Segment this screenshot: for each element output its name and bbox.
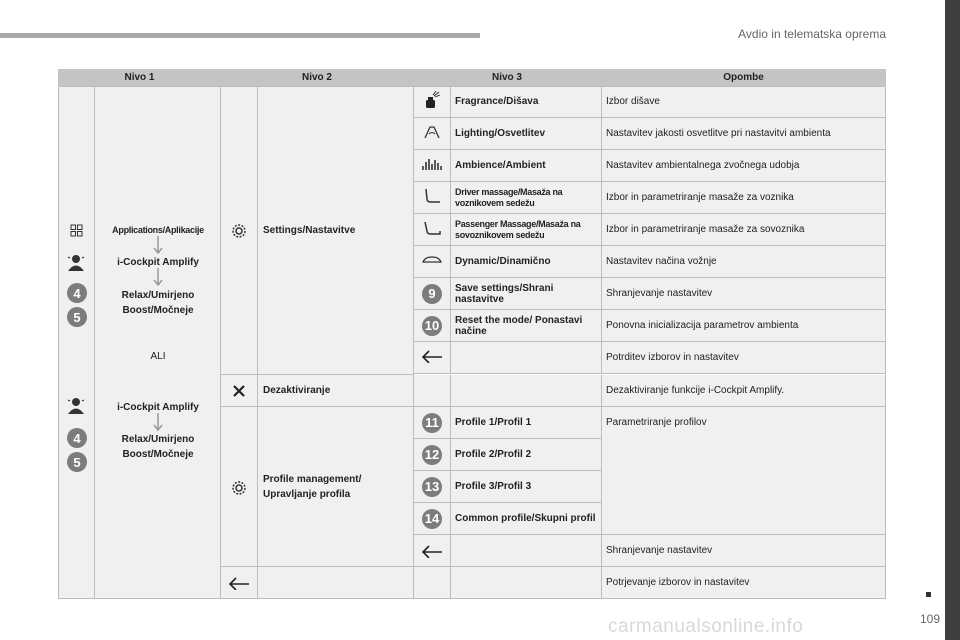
side-bar	[945, 0, 960, 640]
header-bar	[0, 33, 480, 38]
empty-cell	[451, 535, 602, 567]
save-confirm-icon-cell	[414, 535, 451, 567]
empty-cell	[414, 567, 451, 599]
applications-icon	[70, 224, 83, 237]
confirm-icon-cell	[414, 342, 451, 374]
profile-badge-cell	[414, 471, 451, 503]
level3-label: Ambience/Ambient	[451, 150, 602, 182]
close-icon	[233, 385, 245, 397]
icockpit-label: i-Cockpit Amplify	[117, 257, 199, 268]
profile-badge-cell	[414, 407, 451, 439]
deactivate-note: Dezaktiviranje funkcije i-Cockpit Amplify.	[602, 375, 886, 407]
lighting-icon-cell	[414, 118, 451, 150]
column-header-level3: Nivo 3	[413, 69, 602, 86]
boost-label: Boost/Močneje	[122, 305, 194, 316]
column-header-level2: Nivo 2	[221, 69, 414, 86]
or-label: ALI	[150, 351, 166, 362]
confirm-note: Potrjevanje izborov in nastavitev	[602, 567, 886, 599]
back-arrow-icon	[228, 576, 250, 590]
level3-label: Passenger Massage/Masaža na sovoznikovem sedežu	[451, 214, 602, 246]
relax-label: Relax/Umirjeno	[121, 290, 195, 301]
step-number-5: 5	[67, 452, 87, 472]
step-number-badge: 10	[422, 316, 442, 336]
step-number-badge: 13	[422, 477, 442, 497]
deactivate-icon-cell	[221, 375, 258, 407]
level3-note: Izbor in parametriranje masaže za voznika	[602, 182, 886, 214]
step-number-4: 4	[67, 283, 87, 303]
driver-seat-icon-cell	[414, 182, 451, 214]
column-header-notes: Opombe	[601, 69, 886, 86]
fragrance-icon	[423, 91, 441, 112]
level3-note: Nastavitev ambientalnega zvočnega udobja	[602, 150, 886, 182]
equalizer-icon	[421, 157, 443, 174]
level3-note: Ponovna inicializacija parametrov ambienta	[602, 310, 886, 342]
profile-label: Profile 3/Profil 3	[451, 471, 602, 503]
save-note: Shranjevanje nastavitev	[602, 535, 886, 567]
equalizer-icon-cell	[414, 150, 451, 182]
dynamic-icon-cell	[414, 246, 451, 278]
driver-profile-icon	[67, 254, 85, 272]
dynamic-icon	[421, 254, 443, 269]
gear-icon	[231, 223, 247, 239]
driver-seat-icon	[422, 188, 442, 207]
settings-icon-cell	[221, 86, 258, 375]
level3-label: Reset the mode/ Ponastavi načine	[451, 310, 602, 342]
step-number-badge: 12	[422, 445, 442, 465]
boost-label: Boost/Močneje	[122, 449, 194, 460]
profile-management-line2: Upravljanje profila	[263, 489, 351, 500]
profile-label: Profile 2/Profil 2	[451, 439, 602, 471]
empty-cell	[258, 567, 414, 599]
lighting-icon	[422, 124, 442, 143]
back-arrow-icon	[421, 544, 443, 558]
deactivate-label: Dezaktiviranje	[258, 375, 414, 407]
profiles-note: Parametriranje profilov	[602, 407, 886, 535]
profile-label: Profile 1/Profil 1	[451, 407, 602, 439]
level3-label	[451, 342, 602, 374]
profile-icon-cell	[221, 407, 258, 567]
section-title: Avdio in telematska oprema	[738, 27, 886, 41]
arrow-down-icon	[152, 268, 164, 288]
gear-icon	[231, 480, 247, 496]
relax-label: Relax/Umirjeno	[121, 434, 195, 445]
profile-management-line1: Profile management/	[263, 474, 362, 485]
level3-note: Izbor dišave	[602, 86, 886, 118]
level3-label: Fragrance/Dišava	[451, 86, 602, 118]
level3-note: Nastavitev načina vožnje	[602, 246, 886, 278]
level3-note: Nastavitev jakosti osvetlitve pri nastavitvi ambienta	[602, 118, 886, 150]
step-badge-cell	[414, 310, 451, 342]
profile-badge-cell	[414, 439, 451, 471]
step-number-badge: 14	[422, 509, 442, 529]
level3-note: Potrditev izborov in nastavitev	[602, 342, 886, 374]
level1-label-column	[95, 86, 221, 599]
driver-profile-icon	[67, 397, 85, 415]
icockpit-label: i-Cockpit Amplify	[117, 402, 199, 413]
step-number-5: 5	[67, 307, 87, 327]
level3-label: Dynamic/Dinamično	[451, 246, 602, 278]
watermark: carmanualsonline.info	[608, 616, 804, 637]
page-number: 109	[919, 612, 940, 626]
step-number-badge: 9	[422, 284, 442, 304]
empty-cell	[451, 375, 602, 407]
step-number-badge: 11	[422, 413, 442, 433]
profile-management-label	[258, 407, 414, 567]
passenger-seat-icon	[422, 220, 442, 239]
profile-label: Common profile/Skupni profil	[451, 503, 602, 535]
empty-cell	[451, 567, 602, 599]
confirm-icon	[421, 349, 443, 366]
empty-cell	[414, 375, 451, 407]
fragrance-icon-cell	[414, 86, 451, 118]
level3-note: Izbor in parametriranje masaže za sovoznika	[602, 214, 886, 246]
step-number-4: 4	[67, 428, 87, 448]
bullet-mark	[926, 592, 931, 597]
column-header-level1: Nivo 1	[58, 69, 222, 86]
level1-icon-column	[58, 86, 95, 599]
confirm-icon-cell	[221, 567, 258, 599]
applications-label: Applications/Aplikacije	[112, 225, 204, 235]
arrow-down-icon	[152, 236, 164, 256]
level3-label: Driver massage/Masaža na voznikovem sedežu	[451, 182, 602, 214]
arrow-down-icon	[152, 413, 164, 433]
settings-label: Settings/Nastavitve	[258, 86, 414, 375]
level3-note: Shranjevanje nastavitev	[602, 278, 886, 310]
level3-label: Save settings/Shrani nastavitve	[451, 278, 602, 310]
step-badge-cell	[414, 278, 451, 310]
passenger-seat-icon-cell	[414, 214, 451, 246]
level3-label: Lighting/Osvetlitev	[451, 118, 602, 150]
profile-badge-cell	[414, 503, 451, 535]
